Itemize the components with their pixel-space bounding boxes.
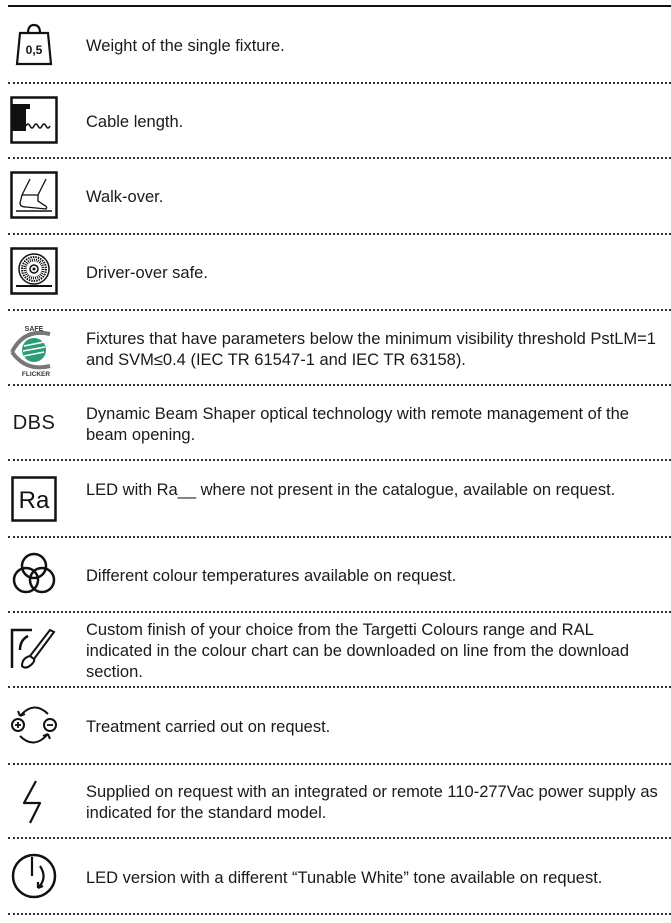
lightning-power-icon xyxy=(8,777,60,825)
legend-text: Fixtures that have parameters below the minimum visibility threshold PstLM=1 and SVM≤0.4 (IEC TR 61547-1 and IEC TR 63158). xyxy=(86,330,656,369)
ra-icon xyxy=(8,476,60,522)
dotted-divider xyxy=(8,384,671,386)
legend-text: Custom finish of your choice from the Targetti Colours range and RAL indicated in the colour chart can be downloaded on line from the download section. xyxy=(86,621,630,681)
legend-text: Different colour temperatures available on request. xyxy=(86,567,457,585)
svg-text:0,5: 0,5 xyxy=(25,43,43,57)
dotted-divider xyxy=(8,837,671,839)
dotted-divider xyxy=(8,82,671,84)
paint-brush-icon xyxy=(8,624,60,674)
safe-flicker-icon xyxy=(4,322,60,378)
legend-text: Walk-over. xyxy=(86,188,164,206)
dotted-divider xyxy=(8,536,671,538)
weight-bag-icon xyxy=(8,20,60,68)
dotted-divider xyxy=(8,233,671,235)
svg-text:SAFE: SAFE xyxy=(24,326,44,333)
dotted-divider xyxy=(8,157,671,159)
svg-text:Ra: Ra xyxy=(18,487,50,514)
svg-text:FLICKER: FLICKER xyxy=(21,371,51,378)
top-rule xyxy=(8,5,671,7)
cable-length-icon xyxy=(8,96,60,144)
legend-text: LED with Ra__ where not present in the catalogue, available on request. xyxy=(86,481,616,499)
treatment-plus-minus-icon xyxy=(8,702,60,748)
dotted-divider xyxy=(8,913,671,915)
dotted-divider xyxy=(8,611,671,613)
legend-text: Dynamic Beam Shaper optical technology with remote management of the beam opening. xyxy=(86,405,629,444)
tunable-white-icon xyxy=(8,852,60,900)
dbs-icon: DBS xyxy=(12,411,56,434)
dotted-divider xyxy=(8,686,671,688)
dotted-divider xyxy=(8,459,671,461)
colour-temperature-circles-icon xyxy=(8,550,60,598)
legend-text: Weight of the single fixture. xyxy=(86,37,285,55)
dotted-divider xyxy=(8,763,671,765)
dotted-divider xyxy=(8,309,671,311)
walk-over-icon xyxy=(8,171,60,219)
drive-over-icon xyxy=(8,247,60,295)
legend-text: LED version with a different “Tunable White” tone available on request. xyxy=(86,869,603,887)
legend-text: Supplied on request with an integrated or remote 110-277Vac power supply as indicated for the standard model. xyxy=(86,783,658,822)
legend-text: Driver-over safe. xyxy=(86,264,208,282)
legend-text: Cable length. xyxy=(86,113,184,131)
legend-text: Treatment carried out on request. xyxy=(86,718,331,736)
